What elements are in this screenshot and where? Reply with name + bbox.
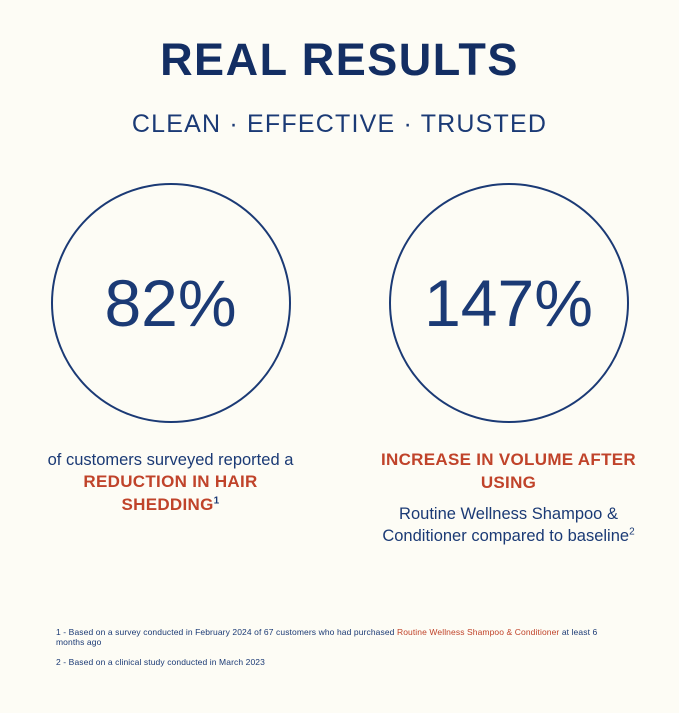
footnotes (56, 627, 623, 677)
stat-caption-line: of customers surveyed reported a (47, 451, 294, 469)
footnote-marker: 1 (213, 495, 220, 507)
stats-row (0, 183, 679, 547)
stat-value: 147% (424, 266, 593, 340)
footnote-1 (56, 627, 623, 647)
stat-circle (389, 183, 629, 423)
stat-circle (51, 183, 291, 423)
stat-caption-emphasis-text: REDUCTION IN HAIR SHEDDING (83, 472, 258, 515)
stat-caption (36, 449, 306, 517)
footnote-2-prefix: 2 - Based on a clinical study conducted in March 2023 (56, 657, 265, 667)
stat-caption-line-text: Routine Wellness Shampoo & Conditioner compared to baseline (382, 504, 630, 546)
stat-caption (374, 449, 644, 547)
footnote-2 (56, 657, 623, 667)
stat-block-volume (374, 183, 644, 547)
footnote-1-suffix: at least 6 months ago (56, 627, 598, 647)
footnote-1-prefix: 1 - Based on a survey conducted in February 2024 of 67 customers who had purchased (56, 627, 397, 637)
results-infographic (0, 34, 679, 713)
stat-caption-line (374, 503, 644, 548)
stat-caption-emphasis (36, 471, 306, 517)
stat-block-shedding (36, 183, 306, 517)
stat-caption-emphasis: INCREASE IN VOLUME AFTER USING (381, 450, 636, 492)
page-title: REAL RESULTS (160, 34, 519, 85)
stat-value: 82% (104, 266, 237, 340)
page-subtitle: CLEAN · EFFECTIVE · TRUSTED (131, 110, 548, 138)
footnote-marker: 2 (629, 526, 635, 538)
footnote-1-highlight: Routine Wellness Shampoo & Conditioner (396, 627, 560, 637)
